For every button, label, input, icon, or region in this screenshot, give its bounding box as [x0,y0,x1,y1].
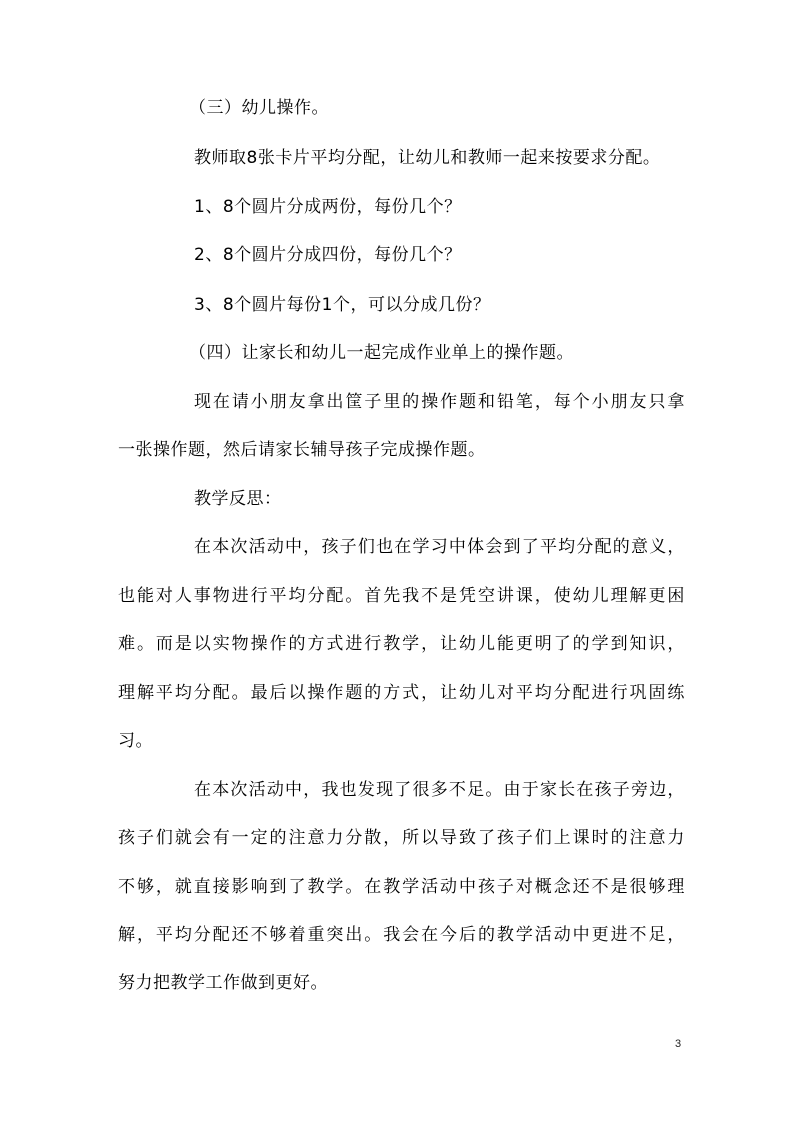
paragraph-line: 解，平均分配还不够着重突出。我会在今后的教学活动中更进不足， [118,925,685,945]
section-heading-3: （三）幼儿操作。 [189,98,329,118]
paragraph-line: 在本次活动中，我也发现了很多不足。由于家长在孩子旁边， [194,780,685,800]
paragraph-line: 教师取8张卡片平均分配，让幼儿和教师一起来按要求分配。 [194,148,661,168]
paragraph-line: 难。而是以实物操作的方式进行教学，让幼儿能更明了的学到知识， [118,634,685,654]
paragraph-line: 也能对人事物进行平均分配。首先我不是凭空讲课，使幼儿理解更困 [118,586,685,606]
list-item-2: 2、8个圆片分成四份，每份几个？ [194,245,462,265]
paragraph-line: 现在请小朋友拿出筐子里的操作题和铅笔，每个小朋友只拿 [194,392,685,412]
section-heading-4: （四）让家长和幼儿一起完成作业单上的操作题。 [189,343,574,363]
list-item-1: 1、8个圆片分成两份，每份几个？ [194,197,462,217]
paragraph-line: 在本次活动中，孩子们也在学习中体会到了平均分配的意义， [194,537,685,557]
paragraph-line: 不够，就直接影响到了教学。在教学活动中孩子对概念还不是很够理 [118,877,685,897]
paragraph-line: 理解平均分配。最后以操作题的方式，让幼儿对平均分配进行巩固练 [118,683,685,703]
paragraph-line: 努力把教学工作做到更好。 [118,973,328,993]
paragraph-line: 一张操作题，然后请家长辅导孩子完成操作题。 [118,440,486,460]
page-number: 3 [675,1038,682,1050]
reflection-heading: 教学反思： [194,489,282,509]
paragraph-line: 孩子们就会有一定的注意力分散，所以导致了孩子们上课时的注意力 [118,828,685,848]
paragraph-line: 习。 [118,731,153,751]
list-item-3: 3、8个圆片每份1个，可以分成几份？ [194,295,491,315]
